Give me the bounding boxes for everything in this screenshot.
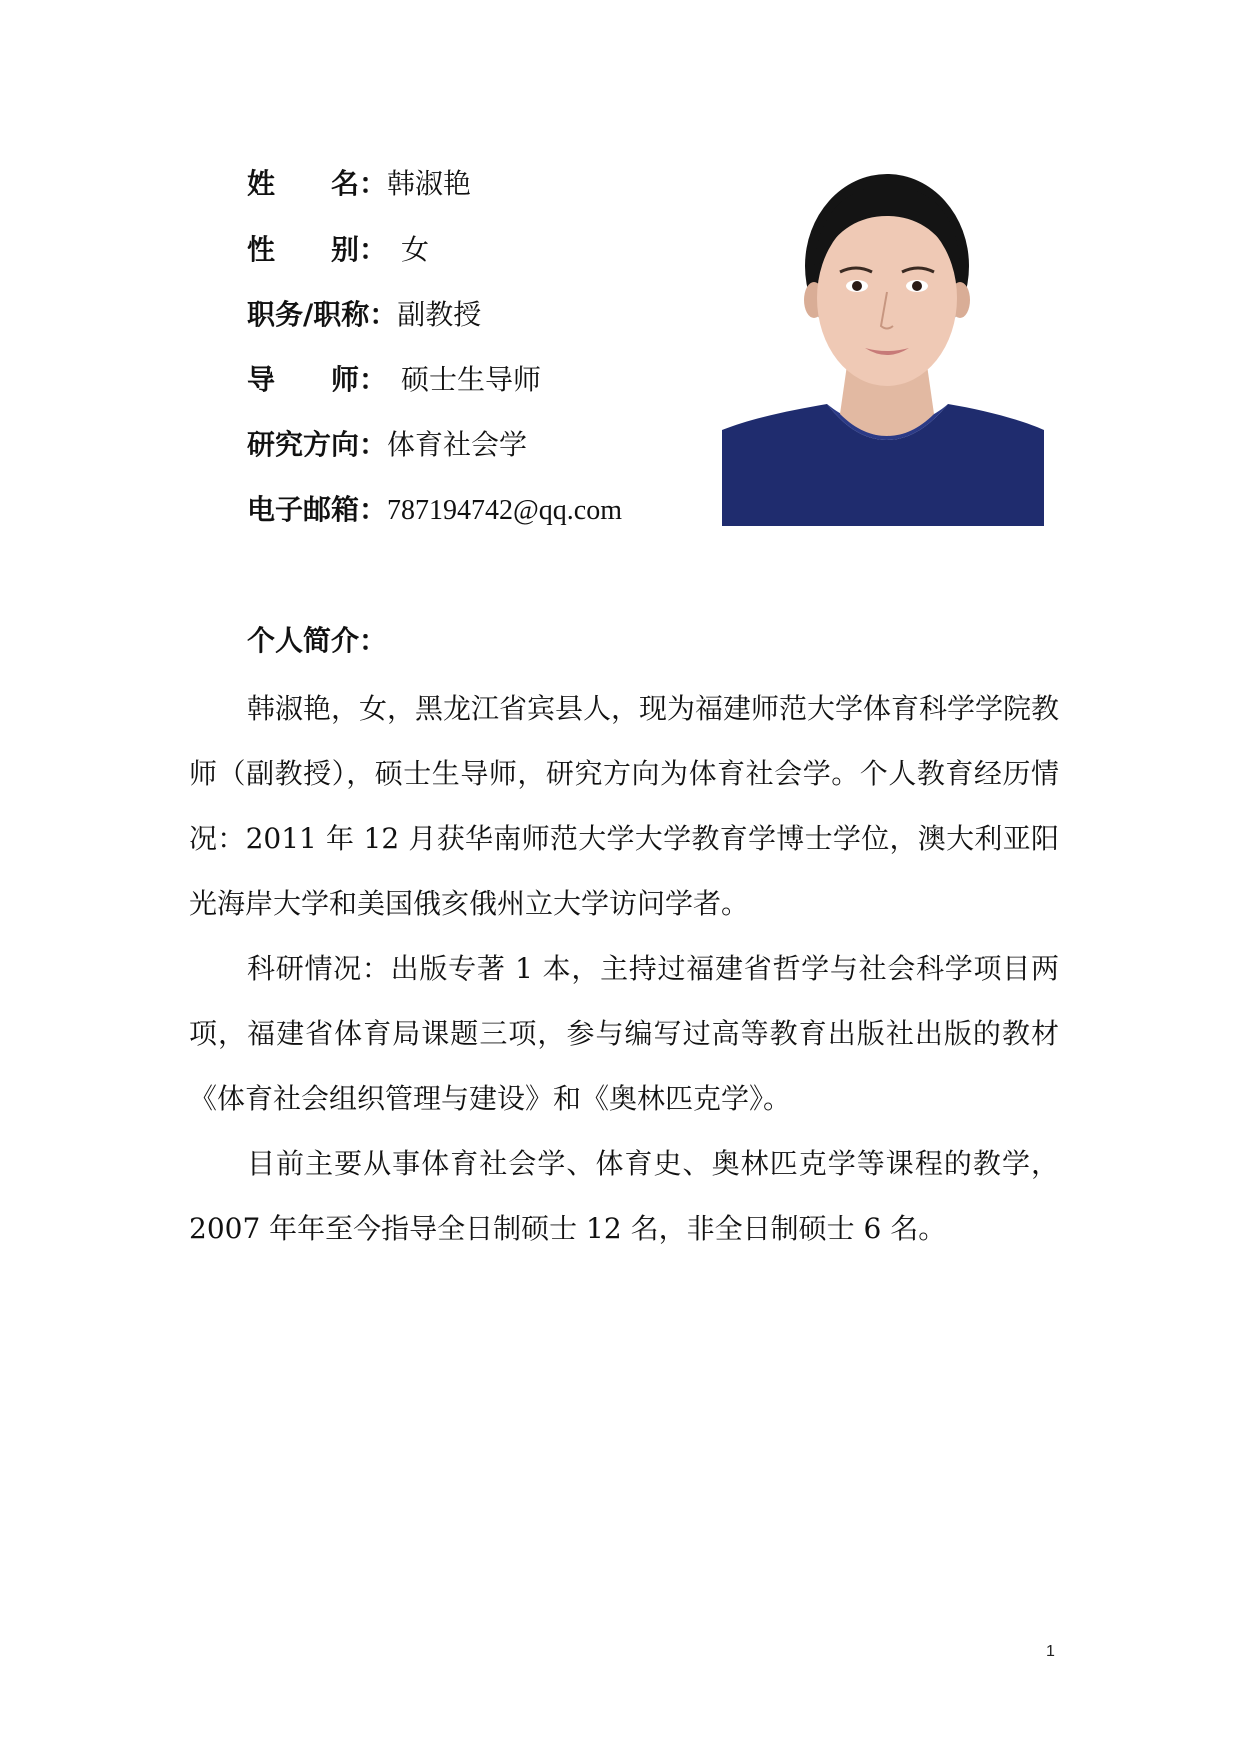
name-label: 姓 名： — [247, 167, 388, 200]
research-row — [247, 425, 527, 465]
name-value: 韩淑艳 — [387, 167, 472, 200]
supervisor-label: 导 师： — [247, 363, 388, 396]
research-label: 研究方向： — [247, 428, 388, 461]
intro-paragraph: 韩淑艳，女，黑龙江省宾县人，现为福建师范大学体育科学学院教师（副教授），硕士生导师，研究方向为体育社会学。个人教育经历情况：2011 年 12 月获华南师范大学大学教育学博士学位，澳大利亚阳光海岸大学和美国俄亥俄州立大学访问学者。 — [189, 692, 1060, 920]
email-row — [247, 490, 622, 531]
name-row — [247, 164, 471, 204]
supervisor-row — [247, 360, 541, 400]
research-paragraph: 科研情况：出版专著 1 本，主持过福建省哲学与社会科学项目两项，福建省体育局课题三项，参与编写过高等教育出版社出版的教材《体育社会组织管理与建设》和《奥林匹克学》。 — [189, 952, 1059, 1115]
page-number: 1 — [1046, 1643, 1055, 1660]
gender-value: 女 — [401, 233, 430, 266]
email-label: 电子邮箱： — [247, 493, 388, 526]
teaching-paragraph: 目前主要从事体育社会学、体育史、奥林匹克学等课程的教学，2007 年年至今指导全日制硕士 12 名，非全日制硕士 6 名。 — [189, 1147, 1059, 1245]
gender-label: 性 别： — [247, 233, 388, 266]
email-value: 787194742@qq.com — [387, 495, 623, 526]
title-label: 职务/职称： — [247, 298, 398, 331]
research-value: 体育社会学 — [387, 428, 528, 461]
intro-heading: 个人简介： — [247, 624, 388, 657]
gender-row — [247, 230, 429, 270]
supervisor-value: 硕士生导师 — [401, 363, 542, 396]
portrait-photo — [722, 168, 1044, 526]
title-value: 副教授 — [397, 298, 482, 331]
title-row — [247, 295, 481, 335]
